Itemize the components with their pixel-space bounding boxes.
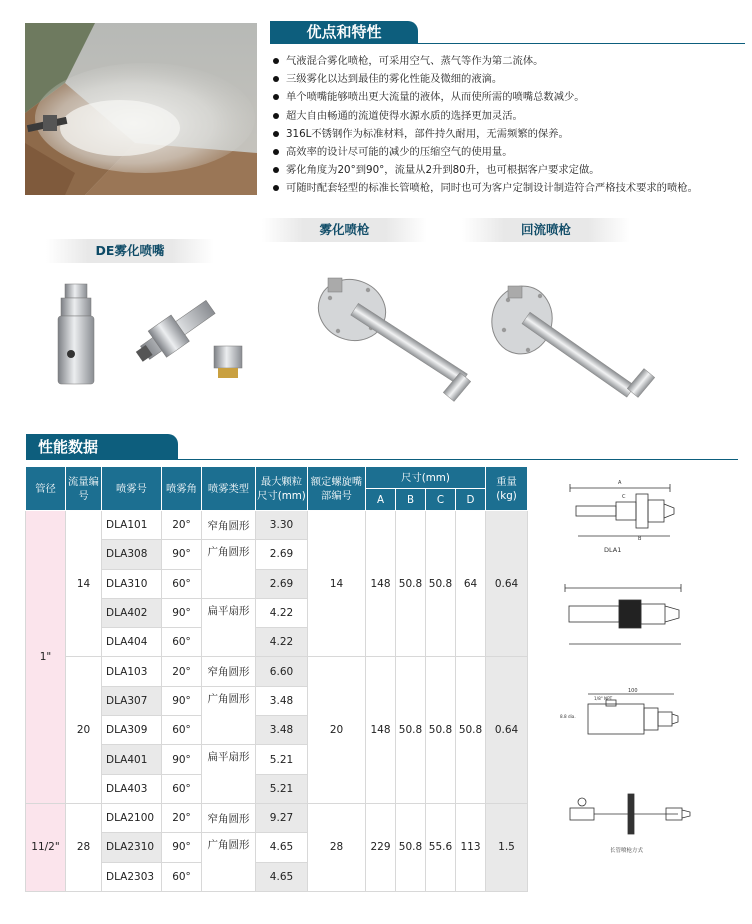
size-cell: 3.48: [256, 686, 308, 715]
flow-cell: 28: [66, 803, 102, 891]
size-cell: 5.21: [256, 745, 308, 774]
performance-title: 性能数据: [26, 434, 178, 460]
header-spray-no: 喷雾号: [102, 467, 162, 511]
spray-no-cell: DLA2310: [102, 833, 162, 862]
feature-item: 单个喷嘴能够喷出更大流量的液体，从而使所需的喷嘴总数减少。: [272, 88, 750, 106]
type-cell: 扁平扇形: [202, 598, 256, 657]
weight-cell: 0.64: [486, 511, 528, 657]
type-cell: 广角圆形: [202, 833, 256, 892]
type-cell: 窄角圆形: [202, 803, 256, 832]
spray-no-cell: DLA403: [102, 774, 162, 803]
features-divider: [270, 43, 745, 44]
angle-cell: 90°: [162, 686, 202, 715]
diagram-3-label2: 8.8 dia.: [560, 714, 576, 719]
a-cell: 148: [366, 511, 396, 657]
diagram-2: [555, 578, 695, 660]
performance-table: [25, 466, 528, 892]
spray-no-cell: DLA309: [102, 716, 162, 745]
features-title: 优点和特性: [270, 21, 418, 44]
spray-no-cell: DLA2100: [102, 803, 162, 832]
weight-cell: 0.64: [486, 657, 528, 803]
pipe-cell: 1": [26, 511, 66, 804]
spray-no-cell: DLA404: [102, 628, 162, 657]
feature-item: 可随时配套轻型的标准长管喷枪，同时也可为客户定制设计制造符合严格技术要求的喷枪。: [272, 179, 750, 197]
feature-item: 气液混合雾化喷枪，可采用空气、蒸气等作为第二流体。: [272, 52, 750, 70]
size-cell: 4.65: [256, 833, 308, 862]
a-cell: 148: [366, 657, 396, 803]
c-cell: 50.8: [426, 511, 456, 657]
angle-cell: 90°: [162, 540, 202, 569]
angle-cell: 60°: [162, 716, 202, 745]
size-cell: 4.65: [256, 862, 308, 891]
angle-cell: 20°: [162, 803, 202, 832]
header-b: B: [396, 489, 426, 511]
c-cell: 50.8: [426, 657, 456, 803]
thread-cell: 28: [308, 803, 366, 891]
svg-text:C: C: [622, 494, 626, 500]
header-c: C: [426, 489, 456, 511]
size-cell: 5.21: [256, 774, 308, 803]
spray-no-cell: DLA2303: [102, 862, 162, 891]
header-flow-no: 流量编号: [66, 467, 102, 511]
feature-item: 雾化角度为20°到90°，流量从2升到80升，也可根据客户要求定做。: [272, 161, 750, 179]
spray-no-cell: DLA101: [102, 511, 162, 540]
b-cell: 50.8: [396, 803, 426, 891]
spray-no-cell: DLA308: [102, 540, 162, 569]
features-list: [272, 52, 750, 198]
d-cell: 113: [456, 803, 486, 891]
angle-cell: 60°: [162, 862, 202, 891]
angle-cell: 90°: [162, 833, 202, 862]
spray-no-cell: DLA307: [102, 686, 162, 715]
atomizing-gun-image: [268, 258, 498, 428]
header-type: 喷雾类型: [202, 467, 256, 511]
d-cell: 64: [456, 511, 486, 657]
type-cell: 广角圆形: [202, 686, 256, 745]
size-cell: 3.48: [256, 716, 308, 745]
angle-cell: 60°: [162, 628, 202, 657]
svg-text:B: B: [638, 536, 642, 542]
spray-no-cell: DLA402: [102, 598, 162, 627]
a-cell: 229: [366, 803, 396, 891]
angle-cell: 20°: [162, 657, 202, 686]
svg-text:A: A: [618, 480, 622, 486]
diagram-3-label1: 1/8" NPT: [594, 696, 613, 701]
type-cell: 广角圆形: [202, 540, 256, 599]
type-cell: 扁平扇形: [202, 745, 256, 804]
header-angle: 喷雾角: [162, 467, 202, 511]
size-cell: 2.69: [256, 540, 308, 569]
return-gun-image: [488, 260, 693, 425]
header-weight: 重量(kg): [486, 467, 528, 511]
return-gun-label: 回流喷枪: [462, 218, 630, 242]
type-cell: 窄角圆形: [202, 511, 256, 540]
thread-cell: 20: [308, 657, 366, 803]
feature-item: 316L不锈钢作为标准材料，部件持久耐用，无需频繁的保养。: [272, 125, 750, 143]
table-row: [26, 511, 528, 540]
thread-cell: 14: [308, 511, 366, 657]
weight-cell: 1.5: [486, 803, 528, 891]
size-cell: 4.22: [256, 628, 308, 657]
feature-item: 高效率的设计尽可能的减少的压缩空气的使用量。: [272, 143, 750, 161]
size-cell: 2.69: [256, 569, 308, 598]
header-pipe: 管径: [26, 467, 66, 511]
angle-cell: 90°: [162, 598, 202, 627]
spray-no-cell: DLA310: [102, 569, 162, 598]
diagram-dla1: [558, 470, 693, 565]
b-cell: 50.8: [396, 657, 426, 803]
diagram-dla1-caption: DLA1: [604, 546, 622, 554]
b-cell: 50.8: [396, 511, 426, 657]
header-max-particle: 最大颗粒尺寸(mm): [256, 467, 308, 511]
type-cell: 窄角圆形: [202, 657, 256, 686]
size-cell: 4.22: [256, 598, 308, 627]
flow-cell: 14: [66, 511, 102, 657]
header-thread-no: 额定螺旋嘴部编号: [308, 467, 366, 511]
header-size: 尺寸(mm): [366, 467, 486, 489]
header-d: D: [456, 489, 486, 511]
diagram-4: [558, 780, 696, 860]
pipe-cell: 11/2": [26, 803, 66, 891]
de-nozzle-label: DE雾化喷嘴: [46, 239, 214, 263]
spray-photo: [25, 23, 257, 195]
diagram-3-dim: 100: [628, 688, 638, 694]
table-row: [26, 803, 528, 832]
spray-no-cell: DLA103: [102, 657, 162, 686]
size-cell: 9.27: [256, 803, 308, 832]
feature-item: 三级雾化以达到最佳的雾化性能及微细的液滴。: [272, 70, 750, 88]
table-row: [26, 657, 528, 686]
angle-cell: 20°: [162, 511, 202, 540]
de-nozzle-image: [46, 276, 246, 396]
feature-item: 超大自由畅通的流道使得水源水质的选择更加灵活。: [272, 107, 750, 125]
header-a: A: [366, 489, 396, 511]
size-cell: 3.30: [256, 511, 308, 540]
spray-no-cell: DLA401: [102, 745, 162, 774]
angle-cell: 90°: [162, 745, 202, 774]
angle-cell: 60°: [162, 569, 202, 598]
atomizing-gun-label: 雾化喷枪: [262, 218, 427, 242]
c-cell: 55.6: [426, 803, 456, 891]
diagram-3: [558, 684, 696, 766]
angle-cell: 60°: [162, 774, 202, 803]
diagram-4-caption: 长管喷枪方式: [610, 848, 644, 854]
performance-divider: [26, 459, 738, 460]
d-cell: 50.8: [456, 657, 486, 803]
flow-cell: 20: [66, 657, 102, 803]
size-cell: 6.60: [256, 657, 308, 686]
